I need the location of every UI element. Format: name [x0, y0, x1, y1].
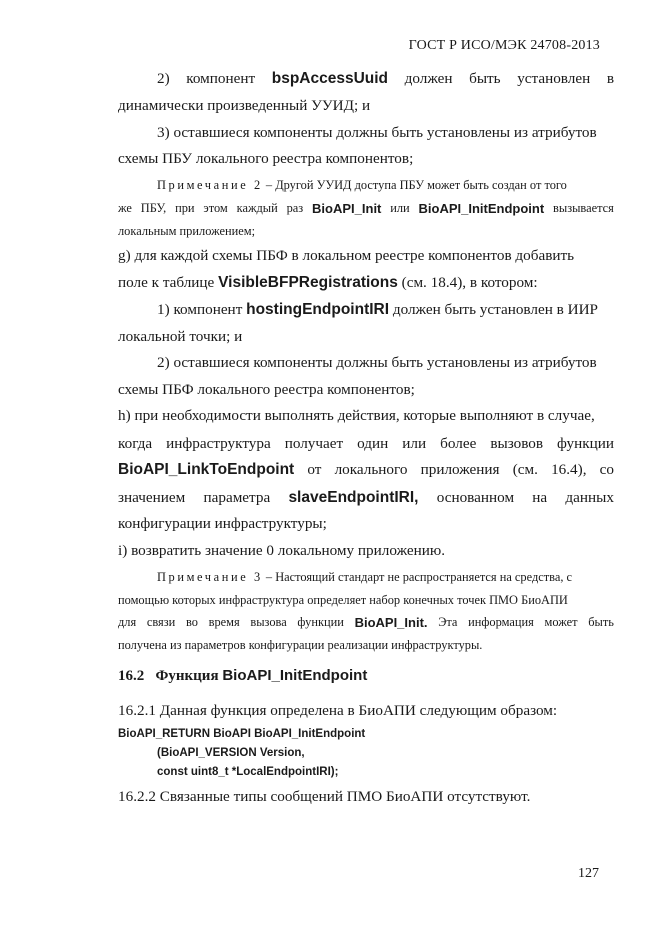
- paragraph-3-line-1: 3) оставшиеся компоненты должны быть установлены из атрибутов: [157, 124, 597, 141]
- code-line-2: (BioAPI_VERSION Version,: [157, 747, 305, 759]
- item-g2-line-2: схемы ПБФ локального реестра компонентов;: [118, 381, 415, 398]
- item-h-line-4: значением параметра slaveEndpointIRI, основанном на данных: [118, 489, 614, 506]
- subsection-16-2-1: 16.2.1 Данная функция определена в БиоАПИ следующим образом:: [118, 702, 558, 719]
- section-number: 16.2: [118, 668, 145, 684]
- page-number: 127: [578, 866, 599, 881]
- item-g1-line-2: локальной точки; и: [118, 328, 243, 345]
- paragraph-3-line-2: схемы ПБУ локального реестра компонентов;: [118, 150, 414, 167]
- item-i: i) возвратить значение 0 локальному приложению.: [118, 542, 446, 559]
- note-2-line-2: же ПБУ, при этом каждый раз BioAPI_Init или BioAPI_InitEndpoint вызывается: [118, 201, 614, 216]
- note-2-line-3: локальным приложением;: [118, 224, 256, 238]
- note-label: Примечание 2: [157, 178, 263, 192]
- item-g1-line-1: 1) компонент hostingEndpointIRI должен быть установлен в ИИР: [157, 301, 598, 318]
- code-VisibleBFPRegistrations: VisibleBFPRegistrations: [218, 274, 398, 291]
- item-g-line-2: поле к таблице VisibleBFPRegistrations (см. 18.4), в котором:: [118, 274, 538, 291]
- item-h-line-2: когда инфраструктура получает один или более вызовов функции: [118, 435, 614, 452]
- subsection-16-2-2: 16.2.2 Связанные типы сообщений ПМО БиоАПИ отсутствуют.: [118, 788, 531, 805]
- paragraph-2-line-2: динамически произведенный УУИД; и: [118, 97, 371, 114]
- section-heading: 16.2 Функция BioAPI_InitEndpoint: [118, 667, 368, 684]
- code-BioAPI_Init: BioAPI_Init: [312, 201, 382, 216]
- item-h-line-3: BioAPI_LinkToEndpoint от локального приложения (см. 16.4), со: [118, 461, 614, 478]
- code-BioAPI_InitEndpoint: BioAPI_InitEndpoint: [418, 201, 545, 216]
- code-line-3: const uint8_t *LocalEndpointIRI);: [157, 766, 339, 778]
- item-g-line-1: g) для каждой схемы ПБФ в локальном реестре компонентов добавить: [118, 247, 575, 264]
- note-3-line-3: для связи во время вызова функции BioAPI_Init. Эта информация может быть: [118, 615, 614, 630]
- note-3-line-4: получена из параметров конфигурации реализации инфраструктуры.: [118, 638, 483, 652]
- item-h-line-1: h) при необходимости выполнять действия, которые выполняют в случае,: [118, 407, 595, 424]
- paragraph-2-line-1: 2) компонент bspAccessUuid должен быть установлен в: [157, 70, 614, 87]
- code-hostingEndpointIRI: hostingEndpointIRI: [246, 301, 390, 318]
- item-g2-line-1: 2) оставшиеся компоненты должны быть установлены из атрибутов: [157, 354, 597, 371]
- note-3-line-2: помощью которых инфраструктура определяет набор конечных точек ПМО БиоАПИ: [118, 593, 568, 607]
- note-2-line-1: Примечание 2 – Другой УУИД доступа ПБУ может быть создан от того: [157, 178, 567, 192]
- note-3-line-1: Примечание 3 – Настоящий стандарт не распространяется на средства, с: [157, 570, 573, 584]
- code-BioAPI_InitEndpoint: BioAPI_InitEndpoint: [222, 667, 368, 684]
- item-h-line-5: конфигурации инфраструктуры;: [118, 515, 327, 532]
- code-bspAccessUuid: bspAccessUuid: [271, 70, 389, 87]
- note-label: Примечание 3: [157, 570, 263, 584]
- code-line-1: BioAPI_RETURN BioAPI BioAPI_InitEndpoint: [118, 728, 366, 740]
- code-BioAPI_Init: BioAPI_Init.: [354, 615, 428, 630]
- code-slaveEndpointIRI: slaveEndpointIRI,: [288, 489, 419, 506]
- running-header: ГОСТ Р ИСО/МЭК 24708-2013: [408, 38, 600, 53]
- code-BioAPI_LinkToEndpoint: BioAPI_LinkToEndpoint: [118, 461, 295, 478]
